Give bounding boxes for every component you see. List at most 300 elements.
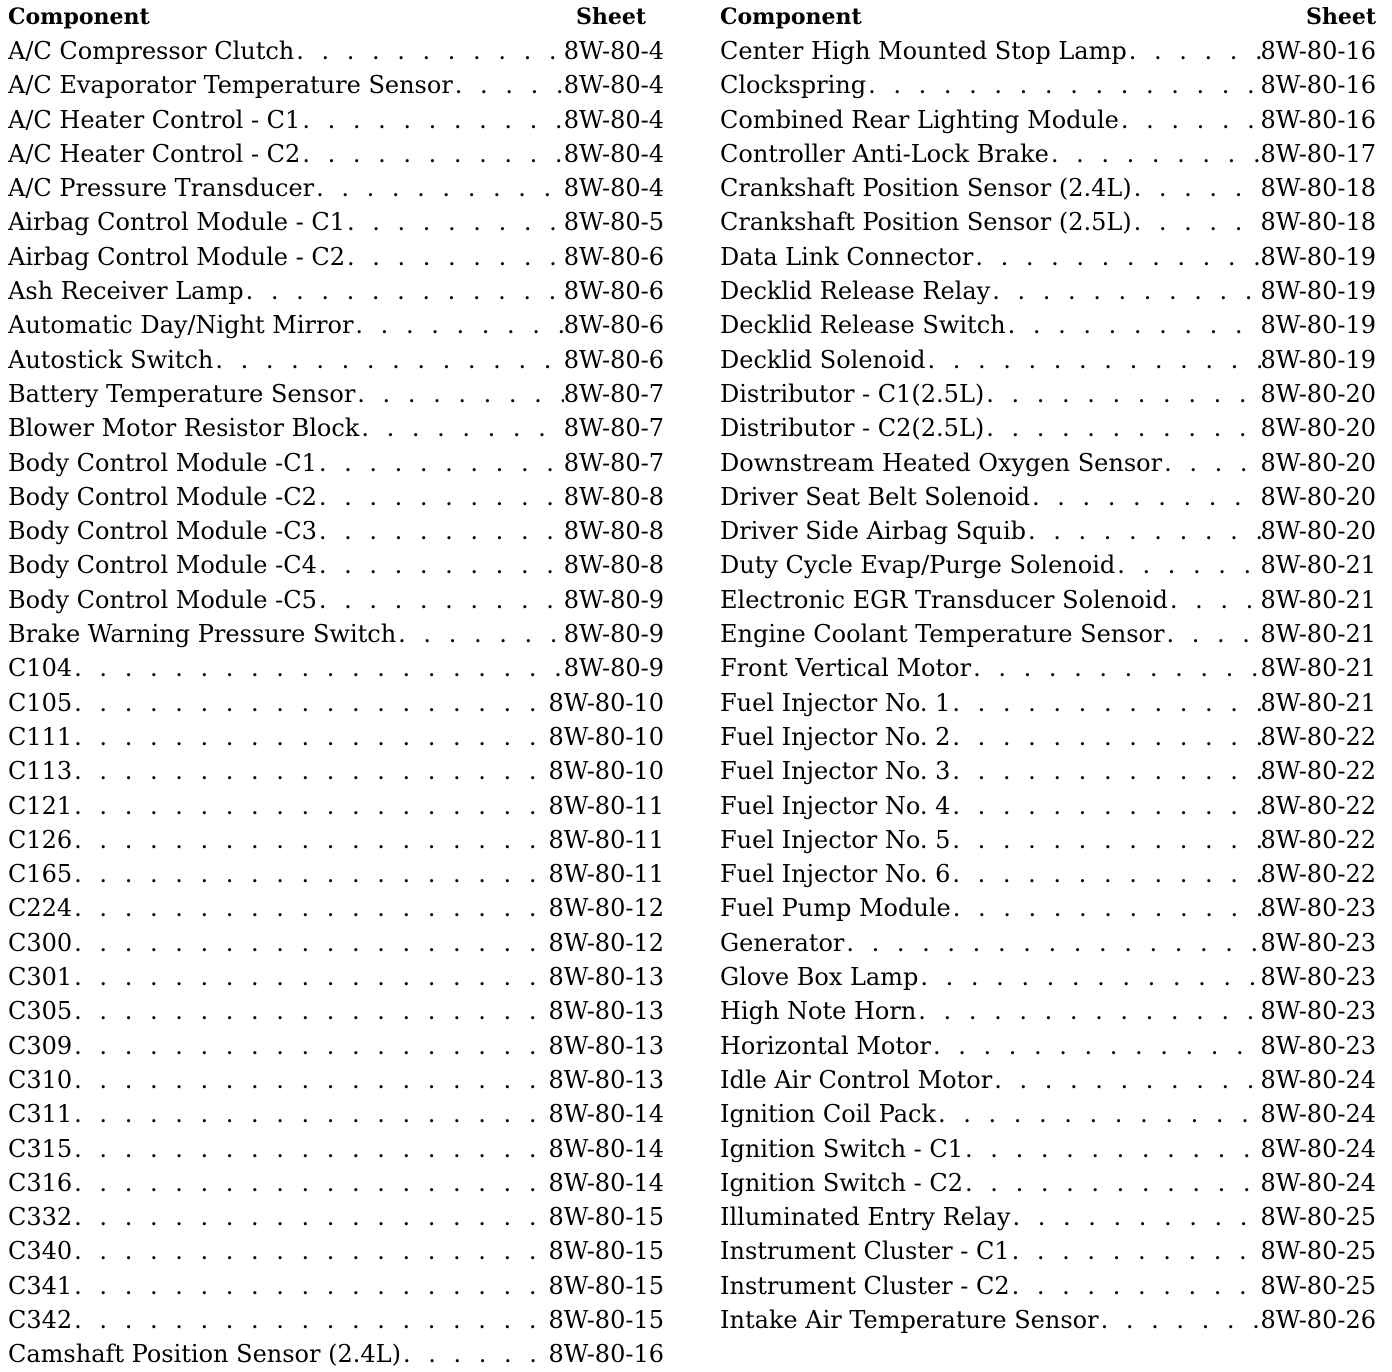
component-name: Brake Warning Pressure Switch	[8, 620, 397, 649]
leader-dots	[72, 960, 548, 994]
leader-dots	[72, 1097, 548, 1131]
component-name: A/C Compressor Clutch	[8, 37, 295, 65]
leader-dots	[72, 1063, 548, 1097]
component-row	[8, 548, 664, 582]
component-name: Decklid Release Switch	[720, 311, 1006, 340]
leader-dots	[72, 1029, 548, 1063]
component-row	[8, 411, 664, 445]
leader-dots	[317, 583, 564, 617]
component-row	[8, 617, 664, 651]
component-name: Fuel Injector No. 1	[720, 688, 951, 717]
leader-dots	[72, 823, 548, 857]
leader-dots	[72, 1303, 548, 1337]
column-header	[8, 0, 664, 34]
component-row	[8, 274, 664, 308]
component-name: Fuel Pump Module	[720, 894, 951, 923]
component-row	[8, 34, 664, 68]
component-name: Distributor - C1(2.5L)	[720, 379, 985, 408]
component-name: C341	[8, 1271, 73, 1300]
sheet-number: 8W-80-16	[1260, 105, 1376, 134]
leader-dots	[72, 789, 548, 823]
leader-dots	[72, 857, 548, 891]
component-row	[720, 205, 1376, 239]
component-list	[8, 34, 664, 1372]
sheet-number: 8W-80-8	[563, 482, 664, 511]
component-row	[720, 651, 1376, 685]
leader-dots	[931, 1029, 1261, 1063]
component-row	[720, 994, 1376, 1028]
component-row	[8, 857, 664, 891]
leader-dots	[950, 754, 1260, 788]
sheet-number: 8W-80-20	[1260, 517, 1376, 546]
component-header: Component	[720, 4, 862, 30]
component-name: A/C Heater Control - C2	[8, 139, 301, 168]
leader-dots	[317, 446, 564, 480]
leader-dots	[950, 720, 1260, 754]
sheet-number: 8W-80-23	[1260, 928, 1376, 957]
leader-dots	[963, 1132, 1260, 1166]
sheet-number: 8W-80-4	[563, 174, 664, 203]
leader-dots	[992, 1063, 1260, 1097]
leader-dots	[300, 137, 563, 171]
component-name: Clockspring	[720, 71, 867, 100]
leader-dots	[401, 1337, 549, 1371]
leader-dots	[971, 651, 1260, 685]
component-name: C104	[8, 654, 73, 683]
component-row	[8, 1337, 664, 1371]
component-row	[720, 1200, 1376, 1234]
component-list	[720, 34, 1376, 1337]
component-name: Driver Side Airbag Squib	[720, 517, 1027, 546]
component-name: Driver Seat Belt Solenoid	[720, 482, 1030, 511]
component-row	[8, 926, 664, 960]
component-row	[720, 137, 1376, 171]
sheet-number: 8W-80-8	[563, 517, 664, 546]
leader-dots	[1006, 308, 1261, 342]
leader-dots	[317, 514, 564, 548]
component-name: Ignition Switch - C1	[720, 1134, 964, 1163]
leader-dots	[1030, 480, 1261, 514]
component-name: Body Control Module -C5	[8, 585, 317, 614]
sheet-number: 8W-80-20	[1260, 482, 1376, 511]
component-name: Ash Receiver Lamp	[8, 277, 244, 306]
component-name: Duty Cycle Evap/Purge Solenoid	[720, 551, 1116, 580]
component-row	[8, 686, 664, 720]
component-row	[720, 1234, 1376, 1268]
leader-dots	[317, 548, 564, 582]
component-row	[8, 446, 664, 480]
sheet-number: 8W-80-15	[548, 1305, 664, 1334]
leader-dots	[72, 1269, 548, 1303]
component-name: Fuel Injector No. 2	[720, 722, 951, 751]
sheet-number: 8W-80-10	[548, 688, 664, 717]
component-name: Fuel Injector No. 6	[720, 860, 951, 889]
sheet-number: 8W-80-6	[563, 345, 664, 374]
component-row	[720, 308, 1376, 342]
component-name: Ignition Coil Pack	[720, 1100, 936, 1129]
component-row	[720, 1097, 1376, 1131]
sheet-number: 8W-80-21	[1260, 585, 1376, 614]
leader-dots	[353, 308, 563, 342]
leader-dots	[1168, 583, 1261, 617]
component-row	[720, 1166, 1376, 1200]
component-row	[8, 1097, 664, 1131]
component-name: Electronic EGR Transducer Solenoid	[720, 585, 1168, 614]
sheet-number: 8W-80-7	[563, 379, 664, 408]
sheet-number: 8W-80-22	[1260, 722, 1376, 751]
component-row	[8, 308, 664, 342]
sheet-number: 8W-80-25	[1260, 1203, 1376, 1232]
component-row	[8, 1132, 664, 1166]
component-name: Horizontal Motor	[720, 1031, 931, 1060]
sheet-number: 8W-80-19	[1260, 242, 1376, 271]
leader-dots	[72, 1234, 548, 1268]
leader-dots	[72, 926, 548, 960]
component-name: C111	[8, 722, 73, 751]
component-row	[8, 103, 664, 137]
component-row	[720, 68, 1376, 102]
sheet-header: Sheet	[1305, 4, 1376, 30]
component-name: Battery Temperature Sensor	[8, 379, 356, 408]
component-name: Data Link Connector	[720, 242, 974, 271]
component-name: Fuel Injector No. 5	[720, 825, 951, 854]
component-name: C224	[8, 894, 73, 923]
component-name: C126	[8, 825, 73, 854]
component-name: A/C Pressure Transducer	[8, 174, 315, 203]
component-row	[8, 240, 664, 274]
component-row	[8, 823, 664, 857]
sheet-number: 8W-80-9	[563, 585, 664, 614]
component-row	[8, 789, 664, 823]
leader-dots	[314, 171, 564, 205]
leader-dots	[1127, 34, 1261, 68]
sheet-number: 8W-80-7	[563, 448, 664, 477]
component-row	[720, 891, 1376, 925]
sheet-number: 8W-80-16	[1260, 37, 1376, 65]
leader-dots	[72, 686, 548, 720]
leader-dots	[950, 789, 1260, 823]
sheet-header: Sheet	[575, 4, 646, 30]
leader-dots	[1010, 1234, 1261, 1268]
leader-dots	[916, 994, 1260, 1028]
sheet-number: 8W-80-4	[563, 71, 664, 100]
leader-dots	[936, 1097, 1261, 1131]
component-row	[720, 274, 1376, 308]
component-name: Illuminated Entry Relay	[720, 1203, 1011, 1232]
leader-dots	[72, 720, 548, 754]
sheet-number: 8W-80-23	[1260, 997, 1376, 1026]
sheet-number: 8W-80-9	[563, 654, 664, 683]
sheet-number: 8W-80-12	[548, 928, 664, 957]
leader-dots	[1164, 617, 1260, 651]
component-name: Front Vertical Motor	[720, 654, 972, 683]
sheet-number: 8W-80-6	[563, 242, 664, 271]
component-name: Airbag Control Module - C1	[8, 208, 346, 237]
component-name: C340	[8, 1237, 73, 1266]
leader-dots	[866, 68, 1260, 102]
component-row	[8, 960, 664, 994]
sheet-number: 8W-80-11	[548, 791, 664, 820]
sheet-number: 8W-80-9	[563, 620, 664, 649]
sheet-number: 8W-80-24	[1260, 1168, 1376, 1197]
component-name: Center High Mounted Stop Lamp	[720, 37, 1127, 65]
component-row	[720, 411, 1376, 445]
component-name: Engine Coolant Temperature Sensor	[720, 620, 1165, 649]
component-row	[720, 857, 1376, 891]
component-name: Airbag Control Module - C2	[8, 242, 346, 271]
sheet-number: 8W-80-18	[1260, 174, 1376, 203]
sheet-number: 8W-80-23	[1260, 894, 1376, 923]
sheet-number: 8W-80-4	[563, 105, 664, 134]
component-name: Fuel Injector No. 3	[720, 757, 951, 786]
sheet-number: 8W-80-13	[548, 963, 664, 992]
leader-dots	[345, 205, 564, 239]
leader-dots	[1132, 205, 1261, 239]
leader-dots	[1162, 446, 1260, 480]
sheet-number: 8W-80-13	[548, 997, 664, 1026]
column-header	[720, 0, 1376, 34]
component-name: Body Control Module -C3	[8, 517, 317, 546]
leader-dots	[453, 68, 564, 102]
component-name: Controller Anti-Lock Brake	[720, 139, 1049, 168]
sheet-number: 8W-80-6	[563, 311, 664, 340]
leader-dots	[1010, 1200, 1260, 1234]
component-name: C342	[8, 1305, 73, 1334]
component-row	[720, 1029, 1376, 1063]
sheet-number: 8W-80-23	[1260, 963, 1376, 992]
component-name: Glove Box Lamp	[720, 963, 919, 992]
component-name: C309	[8, 1031, 73, 1060]
leader-dots	[72, 1200, 548, 1234]
component-row	[720, 823, 1376, 857]
leader-dots	[951, 891, 1261, 925]
component-row	[720, 789, 1376, 823]
component-index-left-column	[8, 0, 664, 1372]
sheet-number: 8W-80-5	[563, 208, 664, 237]
sheet-number: 8W-80-22	[1260, 825, 1376, 854]
leader-dots	[1115, 548, 1260, 582]
component-row	[720, 1132, 1376, 1166]
sheet-number: 8W-80-22	[1260, 860, 1376, 889]
component-row	[8, 583, 664, 617]
component-row	[8, 1200, 664, 1234]
component-row	[8, 891, 664, 925]
component-name: Blower Motor Resistor Block	[8, 414, 360, 443]
component-name: Ignition Switch - C2	[720, 1168, 964, 1197]
sheet-number: 8W-80-7	[563, 414, 664, 443]
component-row	[720, 960, 1376, 994]
component-row	[8, 205, 664, 239]
component-name: A/C Heater Control - C1	[8, 105, 301, 134]
component-row	[720, 240, 1376, 274]
sheet-number: 8W-80-19	[1260, 277, 1376, 306]
sheet-number: 8W-80-21	[1260, 688, 1376, 717]
component-row	[720, 1269, 1376, 1303]
sheet-number: 8W-80-26	[1260, 1305, 1376, 1334]
component-row	[8, 1166, 664, 1200]
leader-dots	[950, 823, 1260, 857]
sheet-number: 8W-80-18	[1260, 208, 1376, 237]
sheet-number: 8W-80-20	[1260, 379, 1376, 408]
leader-dots	[396, 617, 564, 651]
component-name: C305	[8, 997, 73, 1026]
component-name: Downstream Heated Oxygen Sensor	[720, 448, 1163, 477]
leader-dots	[72, 1132, 548, 1166]
leader-dots	[1132, 171, 1261, 205]
sheet-number: 8W-80-25	[1260, 1237, 1376, 1266]
component-row	[720, 34, 1376, 68]
component-row	[720, 686, 1376, 720]
leader-dots	[973, 240, 1260, 274]
sheet-number: 8W-80-20	[1260, 448, 1376, 477]
sheet-number: 8W-80-11	[548, 825, 664, 854]
component-name: C165	[8, 860, 73, 889]
sheet-number: 8W-80-24	[1260, 1100, 1376, 1129]
leader-dots	[359, 411, 563, 445]
component-name: Decklid Solenoid	[720, 345, 926, 374]
leader-dots	[317, 480, 564, 514]
component-row	[720, 1303, 1376, 1337]
leader-dots	[72, 754, 548, 788]
component-row	[720, 720, 1376, 754]
component-row	[720, 548, 1376, 582]
component-name: Camshaft Position Sensor (2.4L)	[8, 1340, 401, 1369]
leader-dots	[984, 377, 1260, 411]
sheet-number: 8W-80-20	[1260, 414, 1376, 443]
sheet-number: 8W-80-4	[563, 139, 664, 168]
component-name: C105	[8, 688, 73, 717]
component-name: Autostick Switch	[8, 345, 214, 374]
component-name: C310	[8, 1065, 73, 1094]
component-row	[8, 1269, 664, 1303]
component-row	[8, 1063, 664, 1097]
component-name: Generator	[720, 928, 845, 957]
component-row	[8, 480, 664, 514]
leader-dots	[963, 1166, 1260, 1200]
leader-dots	[1010, 1269, 1261, 1303]
component-row	[720, 103, 1376, 137]
sheet-number: 8W-80-21	[1260, 620, 1376, 649]
leader-dots	[926, 343, 1261, 377]
sheet-number: 8W-80-17	[1260, 139, 1376, 168]
sheet-number: 8W-80-15	[548, 1271, 664, 1300]
component-row	[8, 377, 664, 411]
component-row	[720, 480, 1376, 514]
sheet-number: 8W-80-15	[548, 1203, 664, 1232]
component-row	[8, 1029, 664, 1063]
sheet-number: 8W-80-6	[563, 277, 664, 306]
component-row	[8, 994, 664, 1028]
leader-dots	[213, 343, 563, 377]
component-header: Component	[8, 4, 150, 30]
component-name: C315	[8, 1134, 73, 1163]
leader-dots	[1026, 514, 1260, 548]
component-row	[720, 926, 1376, 960]
component-name: Automatic Day/Night Mirror	[8, 311, 354, 340]
sheet-number: 8W-80-8	[563, 551, 664, 580]
leader-dots	[984, 411, 1260, 445]
sheet-number: 8W-80-10	[548, 757, 664, 786]
sheet-number: 8W-80-11	[548, 860, 664, 889]
sheet-number: 8W-80-14	[548, 1100, 664, 1129]
leader-dots	[300, 103, 563, 137]
component-name: A/C Evaporator Temperature Sensor	[8, 71, 453, 100]
component-name: C316	[8, 1168, 73, 1197]
component-row	[8, 514, 664, 548]
leader-dots	[950, 857, 1260, 891]
sheet-number: 8W-80-24	[1260, 1134, 1376, 1163]
leader-dots	[345, 240, 564, 274]
component-name: Crankshaft Position Sensor (2.5L)	[720, 208, 1132, 237]
component-name: C300	[8, 928, 73, 957]
component-row	[720, 617, 1376, 651]
component-name: Idle Air Control Motor	[720, 1065, 993, 1094]
sheet-number: 8W-80-23	[1260, 1031, 1376, 1060]
component-name: Combined Rear Lighting Module	[720, 105, 1119, 134]
sheet-number: 8W-80-22	[1260, 757, 1376, 786]
component-row	[720, 1063, 1376, 1097]
component-row	[8, 343, 664, 377]
leader-dots	[844, 926, 1260, 960]
sheet-number: 8W-80-24	[1260, 1065, 1376, 1094]
component-name: C113	[8, 757, 73, 786]
sheet-number: 8W-80-22	[1260, 791, 1376, 820]
component-row	[720, 583, 1376, 617]
component-name: C301	[8, 963, 73, 992]
component-name: Instrument Cluster - C2	[720, 1271, 1010, 1300]
component-name: High Note Horn	[720, 997, 917, 1026]
component-name: C121	[8, 791, 73, 820]
component-row	[8, 651, 664, 685]
sheet-number: 8W-80-12	[548, 894, 664, 923]
component-name: Intake Air Temperature Sensor	[720, 1305, 1099, 1334]
component-name: Decklid Release Relay	[720, 277, 991, 306]
component-name: C311	[8, 1100, 73, 1129]
leader-dots	[72, 1166, 548, 1200]
leader-dots	[1049, 137, 1261, 171]
component-index-right-column	[720, 0, 1376, 1337]
leader-dots	[72, 994, 548, 1028]
component-name: Body Control Module -C2	[8, 482, 317, 511]
sheet-number: 8W-80-13	[548, 1065, 664, 1094]
component-name: C332	[8, 1203, 73, 1232]
component-row	[8, 1303, 664, 1337]
sheet-number: 8W-80-25	[1260, 1271, 1376, 1300]
sheet-number: 8W-80-14	[548, 1168, 664, 1197]
component-name: Body Control Module -C4	[8, 551, 317, 580]
leader-dots	[294, 34, 564, 68]
component-row	[720, 343, 1376, 377]
component-name: Instrument Cluster - C1	[720, 1237, 1010, 1266]
component-row	[720, 446, 1376, 480]
sheet-number: 8W-80-19	[1260, 311, 1376, 340]
leader-dots	[244, 274, 564, 308]
sheet-number: 8W-80-19	[1260, 345, 1376, 374]
component-row	[8, 720, 664, 754]
component-row	[8, 1234, 664, 1268]
component-row	[8, 171, 664, 205]
component-row	[720, 377, 1376, 411]
leader-dots	[72, 891, 548, 925]
leader-dots	[918, 960, 1260, 994]
sheet-number: 8W-80-10	[548, 722, 664, 751]
sheet-number: 8W-80-13	[548, 1031, 664, 1060]
sheet-number: 8W-80-16	[1260, 71, 1376, 100]
sheet-number: 8W-80-14	[548, 1134, 664, 1163]
sheet-number: 8W-80-16	[548, 1340, 664, 1369]
leader-dots	[355, 377, 563, 411]
leader-dots	[1119, 103, 1261, 137]
